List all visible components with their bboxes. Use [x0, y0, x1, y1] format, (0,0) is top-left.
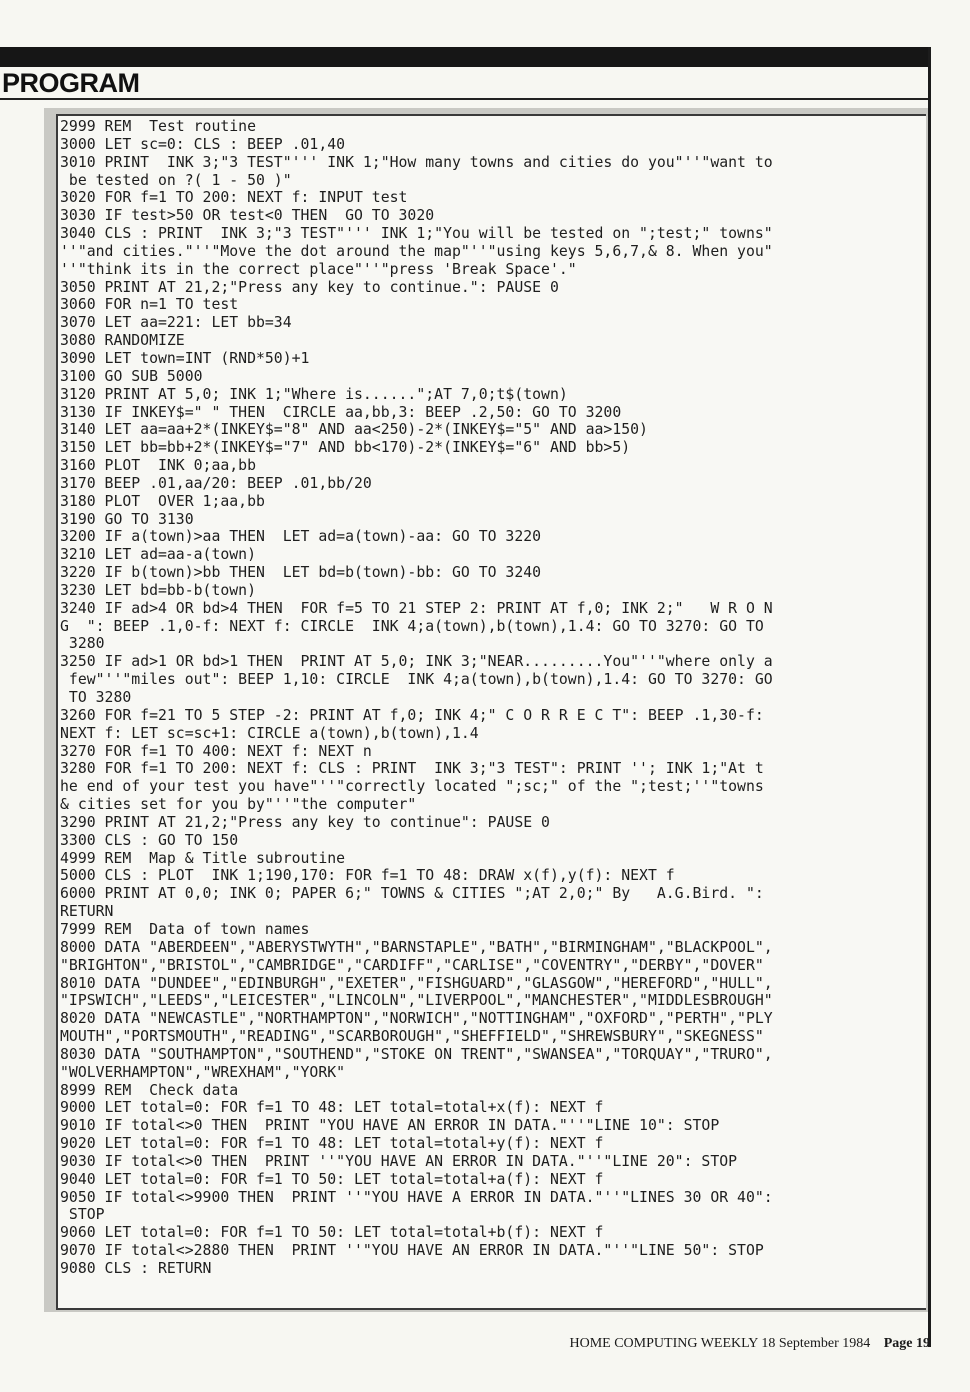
- listing-line: 9010 IF total<>0 THEN PRINT "YOU HAVE AN ERROR IN DATA."''"LINE 10": STOP: [60, 1117, 720, 1135]
- listing-line: 3290 PRINT AT 21,2;"Press any key to continue": PAUSE 0: [60, 813, 550, 831]
- listing-line: 9080 CLS : RETURN: [60, 1260, 212, 1277]
- listing-line: 3180 PLOT OVER 1;aa,bb: [60, 492, 265, 510]
- page-number: Page 19: [883, 1336, 930, 1351]
- listing-line: 3260 FOR f=21 TO 5 STEP -2: PRINT AT f,0; INK 4;" C O R R E C T": BEEP .1,30-f:: [60, 706, 764, 724]
- listing-line: & cities set for you by"''"the computer": [60, 796, 417, 814]
- listing-line: 8010 DATA "DUNDEE","EDINBURGH","EXETER","FISHGUARD","GLASGOW","HEREFORD","HULL",: [60, 974, 773, 992]
- listing-line: 3140 LET aa=aa+2*(INKEY$="8" AND aa<250)-2*(INKEY$="5" AND aa>150): [60, 421, 648, 439]
- listing-line: 3080 RANDOMIZE: [60, 332, 185, 350]
- listing-line: 3000 LET sc=0: CLS : BEEP .01,40: [60, 135, 346, 153]
- program-listing: [60, 118, 928, 1278]
- listing-line: "WOLVERHAMPTON","WREXHAM","YORK": [60, 1063, 346, 1081]
- listing-line: 3130 IF INKEY$=" " THEN CIRCLE aa,bb,3: BEEP .2,50: GO TO 3200: [60, 403, 622, 421]
- listing-line: 9020 LET total=0: FOR f=1 TO 48: LET total=total+y(f): NEXT f: [60, 1135, 604, 1153]
- listing-line: 3170 BEEP .01,aa/20: BEEP .01,bb/20: [60, 474, 372, 492]
- listing-line: 5000 CLS : PLOT INK 1;190,170: FOR f=1 TO 48: DRAW x(f),y(f): NEXT f: [60, 867, 675, 885]
- listing-line: 9030 IF total<>0 THEN PRINT ''"YOU HAVE AN ERROR IN DATA."''"LINE 20": STOP: [60, 1152, 738, 1170]
- listing-line: 3090 LET town=INT (RND*50)+1: [60, 349, 310, 367]
- page-footer: [570, 1336, 931, 1352]
- listing-line: 9050 IF total<>9900 THEN PRINT ''"YOU HAVE A ERROR IN DATA."''"LINES 30 OR 40":: [60, 1188, 773, 1206]
- listing-line: 3040 CLS : PRINT INK 3;"3 TEST"''' INK 1;"You will be tested on ";test;" towns": [60, 225, 773, 243]
- listing-line: 3010 PRINT INK 3;"3 TEST"''' INK 1;"How many towns and cities do you"''"want to: [60, 153, 773, 171]
- listing-line: STOP: [60, 1206, 105, 1224]
- right-rule: [928, 47, 931, 1347]
- listing-line: NEXT f: LET sc=sc+1: CIRCLE a(town),b(town),1.4: [60, 724, 479, 742]
- listing-line: few"''"miles out": BEEP 1,10: CIRCLE INK 4;a(town),b(town),1.4: GO TO 3270: GO: [60, 671, 773, 689]
- listing-line: 9040 LET total=0: FOR f=1 TO 50: LET total=total+a(f): NEXT f: [60, 1170, 604, 1188]
- listing-line: 9060 LET total=0: FOR f=1 TO 50: LET total=total+b(f): NEXT f: [60, 1224, 604, 1242]
- listing-line: 6000 PRINT AT 0,0; INK 0; PAPER 6;" TOWNS & CITIES ";AT 2,0;" By A.G.Bird. ":: [60, 885, 764, 903]
- listing-line: 3250 IF ad>1 OR bd>1 THEN PRINT AT 5,0; INK 3;"NEAR.........You"''"where only a: [60, 653, 773, 671]
- listing-line: be tested on ?( 1 - 50 )": [60, 171, 292, 189]
- listing-line: 3150 LET bb=bb+2*(INKEY$="7" AND bb<170)-2*(INKEY$="6" AND bb>5): [60, 439, 631, 457]
- listing-line: "IPSWICH","LEEDS","LEICESTER","LINCOLN","LIVERPOOL","MANCHESTER","MIDDLESBROUGH": [60, 992, 773, 1010]
- listing-line: 3060 FOR n=1 TO test: [60, 296, 239, 314]
- listing-line: 3100 GO SUB 5000: [60, 367, 203, 385]
- listing-line: 7999 REM Data of town names: [60, 920, 310, 938]
- listing-line: 3070 LET aa=221: LET bb=34: [60, 314, 292, 332]
- listing-line: 3300 CLS : GO TO 150: [60, 831, 239, 849]
- listing-line: RETURN: [60, 903, 114, 921]
- listing-line: 3160 PLOT INK 0;aa,bb: [60, 457, 256, 475]
- listing-line: 8020 DATA "NEWCASTLE","NORTHAMPTON","NORWICH","NOTTINGHAM","OXFORD","PERTH","PLY: [60, 1010, 773, 1028]
- listing-line: 3280 FOR f=1 TO 200: NEXT f: CLS : PRINT INK 3;"3 TEST": PRINT ''; INK 1;"At t: [60, 760, 764, 778]
- listing-line: 3190 GO TO 3130: [60, 510, 194, 528]
- listing-line: "BRIGHTON","BRISTOL","CAMBRIDGE","CARDIFF","CARLISE","COVENTRY","DERBY","DOVER": [60, 956, 764, 974]
- listing-line: 3280: [60, 635, 105, 653]
- publication-line: HOME COMPUTING WEEKLY 18 September 1984: [569, 1336, 871, 1351]
- listing-line: he end of your test you have"''"correctly located ";sc;" of the ";test;''"towns: [60, 778, 764, 796]
- listing-line: 3020 FOR f=1 TO 200: NEXT f: INPUT test: [60, 189, 408, 207]
- listing-line: 3240 IF ad>4 OR bd>4 THEN FOR f=5 TO 21 STEP 2: PRINT AT f,0; INK 2;" W R O N: [60, 599, 773, 617]
- listing-line: 2999 REM Test routine: [60, 118, 256, 135]
- header-bar: [0, 47, 928, 67]
- listing-line: ''"think its in the correct place"''"press 'Break Space'.": [60, 260, 577, 278]
- listing-line: 3270 FOR f=1 TO 400: NEXT f: NEXT n: [60, 742, 372, 760]
- listing-line: 3230 LET bd=bb-b(town): [60, 581, 256, 599]
- listing-line: 4999 REM Map & Title subroutine: [60, 849, 346, 867]
- listing-line: G ": BEEP .1,0-f: NEXT f: CIRCLE INK 4;a(town),b(town),1.4: GO TO 3270: GO TO: [60, 617, 764, 635]
- title-rule: [0, 98, 928, 100]
- listing-line: 8030 DATA "SOUTHAMPTON","SOUTHEND","STOKE ON TRENT","SWANSEA","TORQUAY","TRURO",: [60, 1045, 773, 1063]
- listing-line: 8000 DATA "ABERDEEN","ABERYSTWYTH","BARNSTAPLE","BATH","BIRMINGHAM","BLACKPOOL",: [60, 938, 773, 956]
- listing-line: 3200 IF a(town)>aa THEN LET ad=a(town)-aa: GO TO 3220: [60, 528, 542, 546]
- listing-line: ''"and cities."''"Move the dot around the map"''"using keys 5,6,7,& 8. When you": [60, 242, 773, 260]
- listing-line: 3120 PRINT AT 5,0; INK 1;"Where is......";AT 7,0;t$(town): [60, 385, 568, 403]
- listing-line: 3030 IF test>50 OR test<0 THEN GO TO 3020: [60, 207, 435, 225]
- listing-line: 3210 LET ad=aa-a(town): [60, 546, 256, 564]
- listing-line: 3220 IF b(town)>bb THEN LET bd=b(town)-bb: GO TO 3240: [60, 564, 542, 582]
- listing-line: 9000 LET total=0: FOR f=1 TO 48: LET total=total+x(f): NEXT f: [60, 1099, 604, 1117]
- listing-line: 8999 REM Check data: [60, 1081, 239, 1099]
- section-title: PROGRAM: [2, 68, 140, 98]
- listing-line: 3050 PRINT AT 21,2;"Press any key to continue.": PAUSE 0: [60, 278, 559, 296]
- listing-line: 9070 IF total<>2880 THEN PRINT ''"YOU HAVE AN ERROR IN DATA."''"LINE 50": STOP: [60, 1242, 764, 1260]
- listing-line: MOUTH","PORTSMOUTH","READING","SCARBOROUGH","SHEFFIELD","SHREWSBURY","SKEGNESS": [60, 1028, 764, 1046]
- listing-line: TO 3280: [60, 689, 132, 706]
